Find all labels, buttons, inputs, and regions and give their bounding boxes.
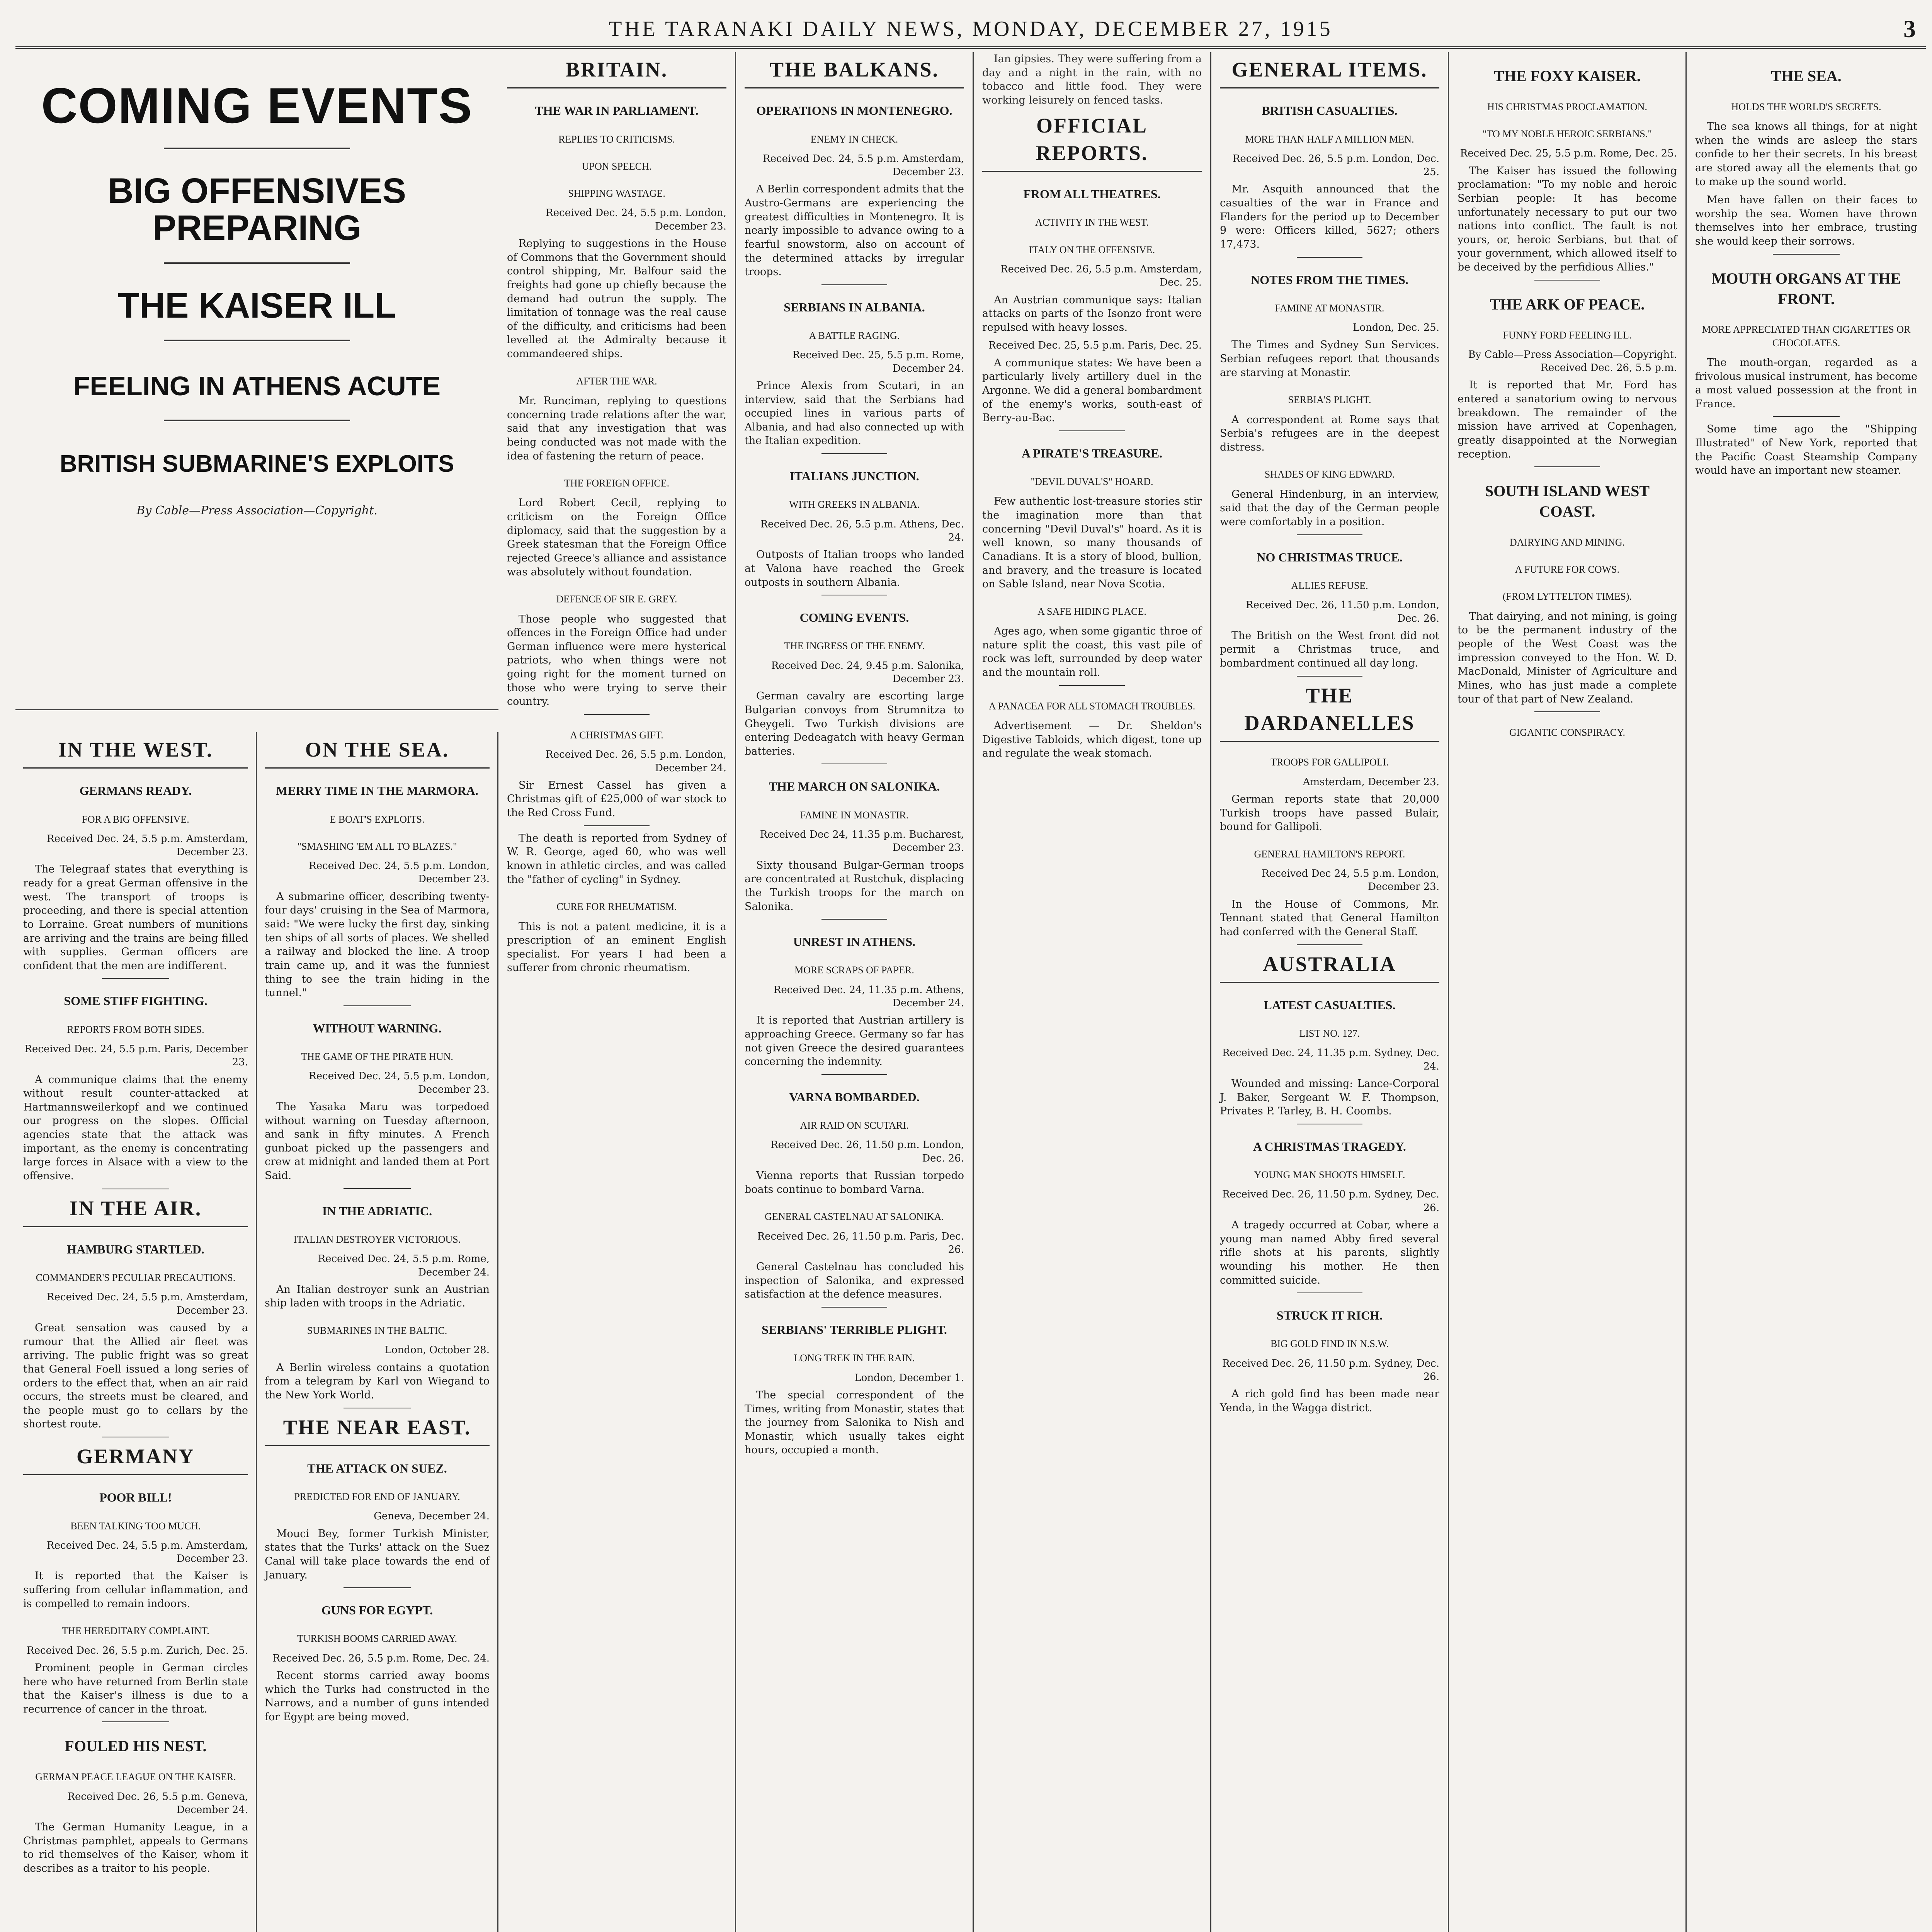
article-body: Prominent people in German circles here who have returned from Berlin state that the Kaiser's illness is due to a recurrence of cancer in the throat. — [23, 1662, 248, 1715]
article-headline: GERMANS READY. — [79, 784, 192, 798]
article-headline: LATEST CASUALTIES. — [1264, 998, 1396, 1012]
article-headline: GUNS FOR EGYPT. — [321, 1603, 433, 1617]
column-general-items — [1211, 52, 1449, 1932]
section-title: BRITAIN. — [507, 56, 726, 88]
article-headline: SOUTH ISLAND WEST COAST. — [1485, 482, 1650, 520]
page-number: 3 — [1903, 15, 1918, 43]
divider — [1534, 280, 1600, 281]
article-body: It is reported that Mr. Ford has entered a sanatorium owing to nervous breakdown. The remainder of the mission have arrived at Copenhagen, greatly disappointed at the Norwegian reception. — [1458, 379, 1677, 460]
divider — [584, 714, 650, 715]
dateline: Received Dec. 26, 11.50 p.m. Sydney, Dec. 26. — [1222, 1357, 1439, 1383]
masthead — [15, 12, 1926, 49]
section-title: THE BALKANS. — [745, 56, 964, 88]
article-subhead: FAMINE IN MONASTIR. — [800, 809, 909, 821]
dateline: Received Dec. 26, 5.5 p.m. Rome, Dec. 24. — [272, 1652, 490, 1664]
divider — [821, 284, 887, 285]
article-headline: FROM ALL THEATRES. — [1023, 187, 1161, 201]
section-title: THE DARDANELLES — [1220, 682, 1439, 742]
article-body: A Berlin wireless contains a quotation from a telegram by Karl von Wiegand to the New York World. — [265, 1361, 490, 1401]
article-headline: THE FOXY KAISER. — [1494, 67, 1641, 85]
article-body: Those people who suggested that offences in the Foreign Office had under German influence were mere hysterical patriots, who when things were not going right for the moment turned on those who were trying to serve their country. — [507, 613, 726, 708]
divider — [102, 1721, 170, 1722]
article-subhead: TROOPS FOR GALLIPOLI. — [1270, 757, 1389, 768]
article-subhead: GENERAL HAMILTON'S REPORT. — [1254, 848, 1405, 860]
article-headline: WITHOUT WARNING. — [313, 1021, 442, 1035]
article-subhead: MORE SCRAPS OF PAPER. — [794, 964, 914, 976]
dateline: Received Dec. 24, 5.5 p.m. London, December 23. — [309, 860, 490, 885]
dateline: Received Dec. 24, 5.5 p.m. London, December 23. — [309, 1070, 490, 1095]
section-title: OFFICIAL REPORTS. — [982, 112, 1202, 172]
divider — [821, 1074, 887, 1075]
article-body: The mouth-organ, regarded as a frivolous musical instrument, has become a most valued possession at the front in France. — [1695, 356, 1917, 410]
article-subhead: "SMASHING 'EM ALL TO BLAZES." — [297, 840, 457, 852]
article-headline: THE ARK OF PEACE. — [1490, 295, 1645, 313]
article-body: A correspondent at Rome says that Serbia's refugees are in the deepest distress. — [1220, 413, 1439, 453]
article-subhead: A FUTURE FOR COWS. — [1515, 564, 1620, 575]
article-subhead: ITALIAN DESTROYER VICTORIOUS. — [293, 1233, 461, 1245]
column-the-sea — [1687, 52, 1926, 1932]
column-headlines — [15, 52, 498, 1932]
article-subhead: A BATTLE RAGING. — [809, 330, 900, 342]
article-body: In the House of Commons, Mr. Tennant stated that General Hamilton had conferred with the General Staff. — [1220, 898, 1439, 938]
dateline: Received Dec. 25, 5.5 p.m. Rome, Dec. 25. — [1460, 148, 1677, 160]
section-title: IN THE AIR. — [23, 1195, 248, 1227]
article-subhead: E BOAT'S EXPLOITS. — [330, 813, 425, 825]
column-balkans — [736, 52, 974, 1932]
article-subhead: A PANACEA FOR ALL STOMACH TROUBLES. — [988, 700, 1196, 712]
article-body: Advertisement — Dr. Sheldon's Digestive Tabloids, which digest, tone up and regulate the weak stomach. — [982, 719, 1202, 760]
article-subhead: SERBIA'S PLIGHT. — [1288, 394, 1371, 406]
columns — [15, 52, 1926, 1932]
article-headline: SOME STIFF FIGHTING. — [64, 994, 207, 1008]
article-body: A submarine officer, describing twenty-four days' cruising in the Sea of Marmora, said: "We were lucky the first day, sinking ten ships of all sorts of places. We shelled a railway and blocked the line. A troop train came up, and it was the funniest thing to see the train hiding in the tunnel." — [265, 890, 490, 999]
dateline: Received Dec. 26, 5.5 p.m. Zurich, Dec. 25. — [27, 1645, 248, 1656]
article-subhead: UPON SPEECH. — [582, 160, 652, 172]
article-subhead: THE INGRESS OF THE ENEMY. — [784, 640, 925, 652]
article-subhead: HOLDS THE WORLD'S SECRETS. — [1731, 101, 1881, 112]
byline: By Cable—Press Association—Copyright. — [136, 503, 378, 517]
dateline: Received Dec. 24, 11.35 p.m. Athens, December 24. — [773, 984, 964, 1009]
section-title: GERMANY — [23, 1443, 248, 1475]
dateline: Received Dec 24, 11.35 p.m. Bucharest, December 23. — [760, 829, 964, 854]
article-body: Wounded and missing: Lance-Corporal J. Baker, Sergeant W. F. Thompson, Privates P. Tarley, B. H. Coombs. — [1220, 1078, 1439, 1117]
article-subhead: A SAFE HIDING PLACE. — [1037, 605, 1146, 617]
article-subhead: GIGANTIC CONSPIRACY. — [1509, 727, 1625, 738]
divider — [164, 148, 350, 149]
divider — [1297, 534, 1362, 535]
divider — [1059, 430, 1125, 431]
divider — [1059, 685, 1125, 686]
article-subhead: "TO MY NOBLE HEROIC SERBIANS." — [1483, 128, 1652, 140]
article-subhead: ENEMY IN CHECK. — [810, 133, 898, 145]
article-headline: SERBIANS IN ALBANIA. — [784, 300, 925, 314]
article-subhead: CURE FOR RHEUMATISM. — [556, 901, 677, 913]
article-body: A rich gold find has been made near Yenda, in the Wagga district. — [1220, 1388, 1439, 1414]
article-body: The British on the West front did not permit a Christmas truce, and bombardment continued all day long. — [1220, 629, 1439, 670]
article-body: Vienna reports that Russian torpedo boats continue to bombard Varna. — [745, 1169, 964, 1196]
dateline: Received Dec. 26, 5.5 p.m. Amsterdam, Dec. 25. — [1000, 263, 1202, 289]
article-subhead: LIST NO. 127. — [1299, 1028, 1360, 1039]
masthead-title: THE TARANAKI DAILY NEWS, MONDAY, DECEMBER 27, 1915 — [609, 17, 1333, 41]
article-subhead: THE FOREIGN OFFICE. — [564, 478, 670, 489]
divider — [821, 1307, 887, 1308]
article-subhead: PREDICTED FOR END OF JANUARY. — [294, 1491, 460, 1503]
article-subhead: ACTIVITY IN THE WEST. — [1035, 217, 1149, 228]
article-subhead: BIG GOLD FIND IN N.S.W. — [1270, 1338, 1389, 1350]
article-headline: NO CHRISTMAS TRUCE. — [1257, 550, 1403, 564]
article-headline: COMING EVENTS. — [799, 611, 909, 625]
article-body: Ages ago, when some gigantic throe of nature split the coast, this vast pile of rock was left, surrounded by deep water and the mountain roll. — [982, 625, 1202, 679]
article-subhead: YOUNG MAN SHOOTS HIMSELF. — [1254, 1169, 1405, 1181]
dateline: London, Dec. 25. — [1353, 322, 1439, 334]
article-headline: OPERATIONS IN MONTENEGRO. — [756, 104, 952, 118]
headline-athens: FEELING IN ATHENS ACUTE — [73, 371, 441, 401]
article-body: Ian gipsies. They were suffering from a day and a night in the rain, with no tobacco and little food. They were working leisurely on fenced tasks. — [982, 53, 1202, 106]
article-subhead: HIS CHRISTMAS PROCLAMATION. — [1487, 101, 1647, 112]
article-subhead: (FROM LYTTELTON TIMES). — [1502, 591, 1632, 602]
article-headline: FOULED HIS NEST. — [65, 1737, 207, 1755]
divider — [1534, 711, 1600, 712]
article-headline: HAMBURG STARTLED. — [67, 1242, 204, 1256]
article-body: Few authentic lost-treasure stories stir the imagination more than that concerning "Devil Duval's" hoard. As it is well known, so many thousands of Canadians. It is a story of blood, bullion, and bravery, and the treasure is located on Sable Island, near Nova Scotia. — [982, 495, 1202, 590]
section-title: ON THE SEA. — [265, 736, 490, 769]
divider — [344, 1587, 411, 1588]
article-body: The Yasaka Maru was torpedoed without warning on Tuesday afternoon, and sank in fifty minutes. A French gunboat picked up the passengers and crew at midnight and landed them at Port Said. — [265, 1100, 490, 1182]
article-body: The Kaiser has issued the following proclamation: "To my noble and heroic Serbian people: It has become unfortunately necessary to put our two nations into conflict. The fault is not yours, or, heroic Serbians, but that of your government, which allowed itself to be deceived by the perfidious Allies." — [1458, 165, 1677, 274]
article-subhead: DAIRYING AND MINING. — [1509, 536, 1625, 548]
article-body: Some time ago the "Shipping Illustrated" of New York, reported that the Pacific Coast Steamship Company would have an important new steamer. — [1695, 423, 1917, 477]
dateline: Received Dec. 25, 5.5 p.m. Paris, Dec. 25. — [988, 340, 1202, 352]
dateline: London, October 28. — [384, 1344, 490, 1356]
article-subhead: ALLIES REFUSE. — [1291, 580, 1368, 591]
dateline: Received Dec. 25, 5.5 p.m. Rome, December 24. — [792, 349, 964, 374]
article-headline: THE SEA. — [1771, 67, 1842, 85]
article-body: A Berlin correspondent admits that the Austro-Germans are experiencing the greatest difficulties in Montenegro. It is nearly impossible to advance owing to a fearful snowstorm, also on account of the determined attacks by irregular troops. — [745, 183, 964, 278]
dateline: Received Dec. 26, 5.5 p.m. Geneva, December 24. — [67, 1791, 248, 1816]
article-body: An Italian destroyer sunk an Austrian ship laden with troops in the Adriatic. — [265, 1283, 490, 1310]
divider — [164, 340, 350, 341]
divider — [344, 1188, 411, 1189]
article-body: Men have fallen on their faces to worship the sea. Women have thrown themselves into her embrace, trusting she would keep their sorrows. — [1695, 194, 1917, 248]
subcolumn-divider — [15, 709, 498, 710]
article-body: Replying to suggestions in the House of Commons that the Government should control shipping, Mr. Balfour said the freights had gone up chiefly because the demand had outrun the supply. The limitation of tonnage was the real cause of the difficulty, and criticisms had been levelled at the Admiralty because it commandeered ships. — [507, 238, 726, 360]
dateline: Received Dec. 24, 9.45 p.m. Salonika, December 23. — [771, 660, 964, 685]
divider — [344, 1005, 411, 1006]
article-subhead: FAMINE AT MONASTIR. — [1275, 302, 1384, 314]
article-body: An Austrian communique says: Italian attacks on parts of the Isonzo front were repulsed with heavy losses. — [982, 294, 1202, 333]
dateline: Received Dec 24, 5.5 p.m. London, December 23. — [1262, 868, 1439, 893]
dateline: Received Dec. 24, 5.5 p.m. Paris, December 23. — [24, 1043, 248, 1068]
dateline: Received Dec. 24, 11.35 p.m. Sydney, Dec. 24. — [1222, 1047, 1439, 1072]
article-body: German cavalry are escorting large Bulgarian convoys from Strumnitza to Gheygeli. Two Turkish divisions are entering Dedeagatch with heavy German batteries. — [745, 690, 964, 757]
article-body: Sixty thousand Bulgar-German troops are concentrated at Rustchuk, displacing the Turkish troops for the march on Salonika. — [745, 859, 964, 913]
article-body: A communique claims that the enemy without result counter-attacked at Hartmannsweilerkopf and we continued our progress on the slopes. Official agencies state that the attack was important, as the enemy is concentrating large forces in Alsace with a view to the offensive. — [23, 1073, 248, 1182]
article-body: Mouci Bey, former Turkish Minister, states that the Turks' attack on the Suez Canal will take place towards the end of January. — [265, 1527, 490, 1581]
article-subhead: FOR A BIG OFFENSIVE. — [82, 813, 189, 825]
article-body: Outposts of Italian troops who landed at Valona have reached the Greek outposts in southern Albania. — [745, 549, 964, 588]
dateline: Received Dec. 24, 5.5 p.m. London, December 23. — [546, 207, 726, 232]
dateline: Received Dec. 24, 5.5 p.m. Amsterdam, December 23. — [47, 1291, 248, 1316]
article-subhead: THE GAME OF THE PIRATE HUN. — [301, 1051, 453, 1062]
section-title: AUSTRALIA — [1220, 951, 1439, 983]
article-subhead: SHADES OF KING EDWARD. — [1264, 469, 1395, 480]
article-headline: ITALIANS JUNCTION. — [789, 469, 919, 483]
divider — [1534, 466, 1600, 467]
article-subhead: "DEVIL DUVAL'S" HOARD. — [1031, 476, 1153, 488]
column-foxy-kaiser — [1449, 52, 1687, 1932]
article-headline: BRITISH CASUALTIES. — [1262, 104, 1398, 118]
article-subhead: REPLIES TO CRITICISMS. — [558, 133, 675, 145]
article-headline: UNREST IN ATHENS. — [793, 935, 916, 949]
article-body: The death is reported from Sydney of W. R. George, aged 60, who was well known in athletic circles, and was called the "father of cycling" in Sydney. — [507, 832, 726, 886]
divider — [1297, 944, 1362, 945]
dateline: London, December 1. — [854, 1372, 964, 1384]
article-body: Great sensation was caused by a rumour that the Allied air fleet was arriving. The public fright was so great that General Foell issued a long series of orders to the effect that, when an air raid occurs, the streets must be cleared, and the people must go to cellars by the shortest route. — [23, 1322, 248, 1430]
dateline: Received Dec. 24, 5.5 p.m. Amsterdam, December 23. — [763, 153, 964, 178]
article-subhead: GERMAN PEACE LEAGUE ON THE KAISER. — [35, 1771, 236, 1783]
divider — [164, 262, 350, 264]
dateline: Geneva, December 24. — [374, 1510, 490, 1522]
column-official-reports — [974, 52, 1211, 1932]
article-headline: SERBIANS' TERRIBLE PLIGHT. — [762, 1323, 947, 1337]
dateline: Received Dec. 26, 11.50 p.m. Sydney, Dec. 26. — [1222, 1189, 1439, 1214]
article-body: The sea knows all things, for at night when the winds are asleep the stars confide to her their secrets. In his breast are stored away all the elements that go to make up the sound world. — [1695, 121, 1917, 188]
article-subhead: BEEN TALKING TOO MUCH. — [70, 1520, 201, 1532]
article-subhead: REPORTS FROM BOTH SIDES. — [67, 1024, 204, 1035]
column-britain — [498, 52, 736, 1932]
article-body: General Castelnau has concluded his inspection of Salonika, and expressed satisfaction at the defence measures. — [745, 1261, 964, 1301]
divider — [584, 825, 650, 826]
article-body: The special correspondent of the Times, writing from Monastir, states that the journey from Salonika to Nish and Monastir, which usually takes eight hours, occupied a month. — [745, 1389, 964, 1456]
divider — [102, 978, 170, 979]
article-headline: MOUTH ORGANS AT THE FRONT. — [1711, 269, 1901, 308]
divider — [164, 420, 350, 421]
article-body: The Telegraaf states that everything is ready for a great German offensive in the west. The transport of troops is proceeding, and there is special attention to Lorraine. Great numbers of munitions are arriving and the trains are being filled with supplies. German officers are confident that the men are indifferent. — [23, 863, 248, 972]
section-title: IN THE WEST. — [23, 736, 248, 769]
dateline: By Cable—Press Association—Copyright. Received Dec. 26, 5.5 p.m. — [1468, 349, 1677, 374]
divider — [821, 453, 887, 454]
section-title: THE NEAR EAST. — [265, 1414, 490, 1446]
article-headline: THE MARCH ON SALONIKA. — [769, 779, 940, 794]
article-body: Lord Robert Cecil, replying to criticism on the Foreign Office diplomacy, said that the suggestion by a Greek statesman that the Foreign Office rejected Greece's alliance and assistance was absolutely without foundation. — [507, 497, 726, 578]
dateline: Received Dec. 26, 11.50 p.m. Paris, Dec. 26. — [757, 1230, 964, 1255]
dateline: Received Dec. 24, 5.5 p.m. Amsterdam, December 23. — [47, 833, 248, 858]
dateline: Received Dec. 26, 5.5 p.m. Athens, Dec. 24. — [760, 518, 964, 543]
section-title: GENERAL ITEMS. — [1220, 56, 1439, 88]
article-headline: A CHRISTMAS TRAGEDY. — [1253, 1139, 1406, 1153]
article-body: A tragedy occurred at Cobar, where a young man named Abby fired several rifle shots at his parents, slightly wounding his mother. He then committed suicide. — [1220, 1219, 1439, 1286]
article-subhead: DEFENCE OF SIR E. GREY. — [556, 594, 677, 605]
headline-coming-events: COMING EVENTS — [41, 77, 473, 134]
article-headline: MERRY TIME IN THE MARMORA. — [276, 784, 478, 798]
article-body: Mr. Asquith announced that the casualties of the war in France and Flanders for the period up to December 9 were: Officers killed, 5627; others 17,473. — [1220, 183, 1439, 250]
article-body: The Times and Sydney Sun Services. Serbian refugees report that thousands are starving at Monastir. — [1220, 339, 1439, 379]
article-body: It is reported that the Kaiser is suffering from cellular inflammation, and is compelled to remain indoors. — [23, 1570, 248, 1610]
article-subhead: FUNNY FORD FEELING ILL. — [1503, 329, 1632, 341]
headline-kaiser-ill: THE KAISER ILL — [117, 286, 396, 325]
article-headline: IN THE ADRIATIC. — [322, 1204, 432, 1218]
article-subhead: AFTER THE WAR. — [576, 375, 657, 387]
headline-big-offensives: BIG OFFENSIVES PREPARING — [108, 171, 406, 248]
article-subhead: GENERAL CASTELNAU AT SALONIKA. — [765, 1211, 944, 1223]
article-headline: THE ATTACK ON SUEZ. — [307, 1461, 447, 1475]
divider — [1773, 254, 1840, 255]
article-body: Mr. Runciman, replying to questions concerning trade relations after the war, said that any investigation that was being conducted was not made with the idea of fastening the return of peace. — [507, 395, 726, 462]
article-headline: NOTES FROM THE TIMES. — [1251, 272, 1408, 287]
article-headline: STRUCK IT RICH. — [1276, 1308, 1383, 1323]
article-subhead: LONG TREK IN THE RAIN. — [794, 1352, 915, 1364]
headline-submarine: BRITISH SUBMARINE'S EXPLOITS — [60, 450, 454, 477]
article-subhead: WITH GREEKS IN ALBANIA. — [789, 499, 920, 510]
article-body: Recent storms carried away booms which the Turks had constructed in the Narrows, and a number of guns intended for Egypt are being moved. — [265, 1670, 490, 1723]
article-body: This is not a patent medicine, it is a prescription of an eminent English specialist. For years I had been a sufferer from chronic rheumatism. — [507, 920, 726, 974]
divider — [821, 919, 887, 920]
article-subhead: ITALY ON THE OFFENSIVE. — [1029, 244, 1155, 255]
article-body: Sir Ernest Cassel has given a Christmas gift of £25,000 of war stock to the Red Cross Fund. — [507, 779, 726, 819]
divider — [1773, 416, 1840, 417]
article-body: It is reported that Austrian artillery is approaching Greece. Germany so far has not given Greece the desired guarantees concerning the indemnity. — [745, 1014, 964, 1068]
article-subhead: MORE APPRECIATED THAN CIGARETTES OR CHOCOLATES. — [1702, 324, 1911, 349]
article-headline: A PIRATE'S TREASURE. — [1021, 446, 1163, 460]
divider — [1297, 676, 1362, 677]
dateline: Received Dec. 26, 11.50 p.m. London, Dec. 26. — [770, 1139, 964, 1164]
article-subhead: COMMANDER'S PECULIAR PRECAUTIONS. — [36, 1272, 236, 1284]
dateline: Received Dec. 26, 5.5 p.m. London, Dec. 25. — [1232, 153, 1439, 178]
article-body: A communique states: We have been a particularly lively artillery duel in the Argonne. We did a general bombardment of the enemy's works, south-east of Berry-au-Bac. — [982, 357, 1202, 424]
dateline: Received Dec. 26, 5.5 p.m. London, December 24. — [546, 749, 726, 774]
dateline: Received Dec. 26, 11.50 p.m. London, Dec. 26. — [1246, 599, 1439, 624]
dateline: Received Dec. 24, 5.5 p.m. Rome, December 24. — [318, 1253, 490, 1278]
article-subhead: TURKISH BOOMS CARRIED AWAY. — [297, 1633, 457, 1645]
article-headline: POOR BILL! — [99, 1490, 172, 1505]
article-subhead: SHIPPING WASTAGE. — [568, 188, 665, 199]
article-body: German reports state that 20,000 Turkish troops have passed Bulair, bound for Gallipoli. — [1220, 793, 1439, 833]
article-body: General Hindenburg, in an interview, said that the day of the German people were comfortably in a position. — [1220, 488, 1439, 528]
article-headline: VARNA BOMBARDED. — [789, 1090, 920, 1104]
article-body: Prince Alexis from Scutari, in an interview, said that the Serbians had occupied lines in various parts of Albania, and had also connected up with the Italian expedition. — [745, 379, 964, 447]
article-subhead: AIR RAID ON SCUTARI. — [800, 1120, 909, 1131]
article-body: That dairying, and not mining, is going to be the permanent industry of the people of the West Coast was the impression conveyed to the Hon. W. D. MacDonald, Minister of Agriculture and Mines, who has just made a complete tour of that part of New Zealand. — [1458, 610, 1677, 705]
column-in-the-west — [15, 732, 257, 1932]
article-subhead: A CHRISTMAS GIFT. — [570, 729, 663, 741]
article-subhead: SUBMARINES IN THE BALTIC. — [307, 1325, 447, 1337]
article-subhead: MORE THAN HALF A MILLION MEN. — [1245, 133, 1414, 145]
dateline: Received Dec. 24, 5.5 p.m. Amsterdam, December 23. — [47, 1539, 248, 1565]
column-on-the-sea — [257, 732, 498, 1932]
divider — [1297, 257, 1362, 258]
article-subhead: THE HEREDITARY COMPLAINT. — [62, 1625, 209, 1637]
article-headline: THE WAR IN PARLIAMENT. — [535, 104, 699, 118]
dateline: Amsterdam, December 23. — [1303, 776, 1439, 788]
article-body: The German Humanity League, in a Christmas pamphlet, appeals to Germans to rid themselves of the Kaiser, whom it describes as a traitor to his people. — [23, 1821, 248, 1875]
